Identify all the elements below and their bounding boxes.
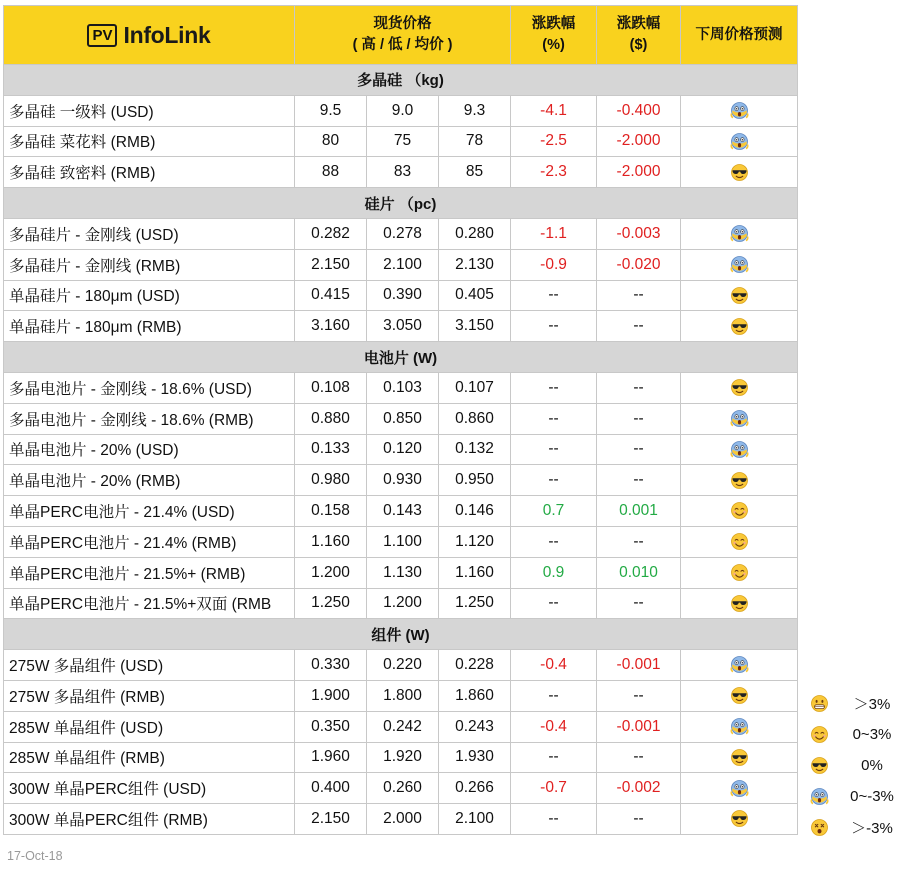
product-name: 单晶PERC电池片 - 21.4% (RMB): [4, 526, 295, 557]
table-row: [4, 526, 798, 557]
usd-change: --: [597, 680, 681, 711]
price-low: 1.100: [367, 526, 439, 557]
price-average: 0.132: [439, 434, 511, 465]
pv-logo-icon: PV: [87, 24, 117, 47]
price-low: 0.930: [367, 465, 439, 496]
forecast-cell: [681, 804, 798, 835]
table-row: [4, 650, 798, 681]
price-low: 0.143: [367, 496, 439, 527]
legend-label: 0~3%: [852, 726, 892, 743]
price-high: 0.133: [295, 434, 367, 465]
usd-change: -0.400: [597, 95, 681, 126]
price-average: 2.130: [439, 249, 511, 280]
pct-change-header: [511, 6, 597, 65]
usd-change: 0.001: [597, 496, 681, 527]
price-low: 0.242: [367, 711, 439, 742]
usd-change-title: 涨跌幅: [616, 16, 661, 32]
usd-change-unit: ($): [629, 37, 648, 53]
forecast-cell: [681, 218, 798, 249]
pct-change: --: [511, 526, 597, 557]
forecast-cell: [681, 680, 798, 711]
price-low: 0.278: [367, 218, 439, 249]
price-average: 9.3: [439, 95, 511, 126]
usd-change: --: [597, 804, 681, 835]
forecast-cell: [681, 280, 798, 311]
price-high: 0.350: [295, 711, 367, 742]
forecast-cell: [681, 588, 798, 619]
forecast-cell: [681, 372, 798, 403]
price-high: 0.400: [295, 773, 367, 804]
product-name: 多晶硅片 - 金刚线 (RMB): [4, 249, 295, 280]
price-average: 3.150: [439, 311, 511, 342]
product-name: 单晶PERC电池片 - 21.5%+双面 (RMB: [4, 588, 295, 619]
forecast-cell: [681, 311, 798, 342]
product-name: 275W 多晶组件 (RMB): [4, 680, 295, 711]
usd-change: --: [597, 403, 681, 434]
price-average: 85: [439, 157, 511, 188]
product-name: 300W 单晶PERC组件 (RMB): [4, 804, 295, 835]
usd-change: --: [597, 311, 681, 342]
usd-change: --: [597, 434, 681, 465]
price-average: 0.107: [439, 372, 511, 403]
forecast-header: 下周价格预测: [681, 6, 798, 65]
forecast-cell: [681, 249, 798, 280]
cool-emoji-icon: [730, 749, 749, 766]
price-high: 0.282: [295, 218, 367, 249]
cool-emoji-icon: [730, 687, 749, 704]
pct-change: --: [511, 742, 597, 773]
price-high: 88: [295, 157, 367, 188]
price-high: 1.160: [295, 526, 367, 557]
price-high: 0.415: [295, 280, 367, 311]
usd-change: -0.001: [597, 650, 681, 681]
table-row: [4, 95, 798, 126]
price-low: 75: [367, 126, 439, 157]
scream-emoji-icon: [810, 788, 829, 805]
price-average: 1.930: [439, 742, 511, 773]
cool-emoji-icon: [730, 379, 749, 396]
table-row: [4, 126, 798, 157]
table-row: [4, 218, 798, 249]
usd-change: -2.000: [597, 157, 681, 188]
forecast-cell: [681, 557, 798, 588]
usd-change: --: [597, 372, 681, 403]
price-average: 1.860: [439, 680, 511, 711]
usd-change: -0.002: [597, 773, 681, 804]
pct-change: 0.9: [511, 557, 597, 588]
price-low: 1.200: [367, 588, 439, 619]
price-high: 0.880: [295, 403, 367, 434]
price-average: 1.120: [439, 526, 511, 557]
cool-emoji-icon: [730, 318, 749, 335]
legend-item: [806, 781, 902, 812]
pct-change: -0.9: [511, 249, 597, 280]
forecast-cell: [681, 526, 798, 557]
brand-name: InfoLink: [123, 21, 211, 48]
forecast-cell: [681, 157, 798, 188]
forecast-cell: [681, 95, 798, 126]
legend-label: 0%: [861, 757, 883, 774]
legend-item: [806, 750, 902, 781]
usd-change-header: [597, 6, 681, 65]
price-low: 2.100: [367, 249, 439, 280]
legend-item: [806, 688, 902, 719]
table-row: [4, 280, 798, 311]
cool-emoji-icon: [730, 287, 749, 304]
pct-change: --: [511, 804, 597, 835]
section-header-row: [4, 342, 798, 373]
price-average: 0.266: [439, 773, 511, 804]
cool-emoji-icon: [810, 757, 829, 774]
price-high: 3.160: [295, 311, 367, 342]
grin-emoji-icon: [810, 695, 829, 712]
price-low: 2.000: [367, 804, 439, 835]
forecast-cell: [681, 773, 798, 804]
pct-change-unit: (%): [542, 37, 565, 53]
section-title: 硅片 （pc): [4, 188, 798, 219]
scream-emoji-icon: [730, 133, 749, 150]
forecast-cell: [681, 126, 798, 157]
price-high: 2.150: [295, 249, 367, 280]
price-table: [3, 5, 798, 835]
section-header-row: [4, 188, 798, 219]
usd-change: -2.000: [597, 126, 681, 157]
forecast-legend: [806, 688, 902, 843]
price-low: 1.130: [367, 557, 439, 588]
price-low: 9.0: [367, 95, 439, 126]
price-report: [3, 5, 798, 835]
price-average: 1.160: [439, 557, 511, 588]
price-low: 1.800: [367, 680, 439, 711]
smile-emoji-icon: [810, 726, 829, 743]
forecast-cell: [681, 465, 798, 496]
pct-change: -4.1: [511, 95, 597, 126]
table-row: [4, 403, 798, 434]
forecast-cell: [681, 403, 798, 434]
header-row: [4, 6, 798, 65]
product-name: 300W 单晶PERC组件 (USD): [4, 773, 295, 804]
spot-price-subtitle: ( 高 / 低 / 均价 ): [352, 37, 453, 53]
usd-change: --: [597, 280, 681, 311]
price-average: 0.243: [439, 711, 511, 742]
table-row: [4, 588, 798, 619]
table-row: [4, 465, 798, 496]
table-row: [4, 249, 798, 280]
price-high: 1.900: [295, 680, 367, 711]
scream-emoji-icon: [730, 656, 749, 673]
price-high: 0.330: [295, 650, 367, 681]
product-name: 单晶PERC电池片 - 21.4% (USD): [4, 496, 295, 527]
pct-change: --: [511, 434, 597, 465]
price-average: 78: [439, 126, 511, 157]
product-name: 285W 单晶组件 (RMB): [4, 742, 295, 773]
usd-change: --: [597, 742, 681, 773]
table-row: [4, 434, 798, 465]
usd-change: 0.010: [597, 557, 681, 588]
pct-change: -0.4: [511, 711, 597, 742]
price-high: 1.250: [295, 588, 367, 619]
price-average: 0.280: [439, 218, 511, 249]
legend-label: 0~-3%: [850, 788, 894, 805]
price-average: 0.405: [439, 280, 511, 311]
pct-change: --: [511, 403, 597, 434]
price-low: 83: [367, 157, 439, 188]
scream-emoji-icon: [730, 441, 749, 458]
scream-emoji-icon: [730, 225, 749, 242]
legend-label: ＞3%: [853, 696, 891, 713]
product-name: 单晶PERC电池片 - 21.5%+ (RMB): [4, 557, 295, 588]
cool-emoji-icon: [730, 164, 749, 181]
price-average: 2.100: [439, 804, 511, 835]
product-name: 单晶电池片 - 20% (RMB): [4, 465, 295, 496]
price-average: 0.950: [439, 465, 511, 496]
product-name: 多晶硅片 - 金刚线 (USD): [4, 218, 295, 249]
pct-change: -2.3: [511, 157, 597, 188]
price-low: 0.390: [367, 280, 439, 311]
price-low: 0.850: [367, 403, 439, 434]
price-low: 0.220: [367, 650, 439, 681]
price-low: 0.120: [367, 434, 439, 465]
pct-change-title: 涨跌幅: [531, 16, 576, 32]
usd-change: -0.001: [597, 711, 681, 742]
forecast-cell: [681, 650, 798, 681]
legend-item: [806, 719, 902, 750]
product-name: 单晶硅片 - 180μm (RMB): [4, 311, 295, 342]
product-name: 多晶硅 致密料 (RMB): [4, 157, 295, 188]
scream-emoji-icon: [730, 256, 749, 273]
section-title: 多晶硅 （kg): [4, 65, 798, 96]
product-name: 285W 单晶组件 (USD): [4, 711, 295, 742]
usd-change: --: [597, 588, 681, 619]
forecast-cell: [681, 434, 798, 465]
price-average: 0.860: [439, 403, 511, 434]
section-title: 电池片 (W): [4, 342, 798, 373]
price-high: 0.158: [295, 496, 367, 527]
table-row: [4, 773, 798, 804]
smile-emoji-icon: [730, 533, 749, 550]
usd-change: --: [597, 465, 681, 496]
cool-emoji-icon: [730, 595, 749, 612]
brand-logo: [4, 6, 295, 65]
price-low: 0.103: [367, 372, 439, 403]
pct-change: --: [511, 588, 597, 619]
usd-change: -0.003: [597, 218, 681, 249]
price-high: 80: [295, 126, 367, 157]
spot-price-title: 现货价格: [373, 16, 432, 32]
price-low: 3.050: [367, 311, 439, 342]
price-high: 1.960: [295, 742, 367, 773]
legend-label: ＞-3%: [851, 820, 893, 837]
pct-change: -1.1: [511, 218, 597, 249]
cool-emoji-icon: [730, 810, 749, 827]
scream-emoji-icon: [730, 780, 749, 797]
scream-emoji-icon: [730, 102, 749, 119]
price-average: 0.146: [439, 496, 511, 527]
report-date: 17-Oct-18: [7, 849, 63, 863]
usd-change: --: [597, 526, 681, 557]
table-row: [4, 372, 798, 403]
pct-change: 0.7: [511, 496, 597, 527]
price-high: 2.150: [295, 804, 367, 835]
price-high: 1.200: [295, 557, 367, 588]
dizzy-emoji-icon: [810, 819, 829, 836]
pct-change: -0.7: [511, 773, 597, 804]
smile-emoji-icon: [730, 502, 749, 519]
price-low: 1.920: [367, 742, 439, 773]
price-high: 9.5: [295, 95, 367, 126]
usd-change: -0.020: [597, 249, 681, 280]
pct-change: --: [511, 680, 597, 711]
pct-change: -2.5: [511, 126, 597, 157]
table-row: [4, 804, 798, 835]
price-average: 1.250: [439, 588, 511, 619]
scream-emoji-icon: [730, 718, 749, 735]
table-row: [4, 496, 798, 527]
product-name: 单晶硅片 - 180μm (USD): [4, 280, 295, 311]
product-name: 单晶电池片 - 20% (USD): [4, 434, 295, 465]
smile-emoji-icon: [730, 564, 749, 581]
product-name: 多晶硅 菜花料 (RMB): [4, 126, 295, 157]
pct-change: --: [511, 372, 597, 403]
forecast-cell: [681, 496, 798, 527]
table-row: [4, 557, 798, 588]
pct-change: --: [511, 280, 597, 311]
pct-change: -0.4: [511, 650, 597, 681]
table-row: [4, 711, 798, 742]
price-high: 0.108: [295, 372, 367, 403]
forecast-cell: [681, 742, 798, 773]
product-name: 多晶电池片 - 金刚线 - 18.6% (USD): [4, 372, 295, 403]
price-low: 0.260: [367, 773, 439, 804]
section-header-row: [4, 619, 798, 650]
section-title: 组件 (W): [4, 619, 798, 650]
pct-change: --: [511, 311, 597, 342]
scream-emoji-icon: [730, 410, 749, 427]
product-name: 多晶电池片 - 金刚线 - 18.6% (RMB): [4, 403, 295, 434]
table-row: [4, 742, 798, 773]
product-name: 多晶硅 一级料 (USD): [4, 95, 295, 126]
legend-item: [806, 812, 902, 843]
table-row: [4, 311, 798, 342]
spot-price-header: [295, 6, 511, 65]
cool-emoji-icon: [730, 472, 749, 489]
table-row: [4, 157, 798, 188]
table-row: [4, 680, 798, 711]
price-average: 0.228: [439, 650, 511, 681]
product-name: 275W 多晶组件 (USD): [4, 650, 295, 681]
price-high: 0.980: [295, 465, 367, 496]
forecast-cell: [681, 711, 798, 742]
section-header-row: [4, 65, 798, 96]
pct-change: --: [511, 465, 597, 496]
